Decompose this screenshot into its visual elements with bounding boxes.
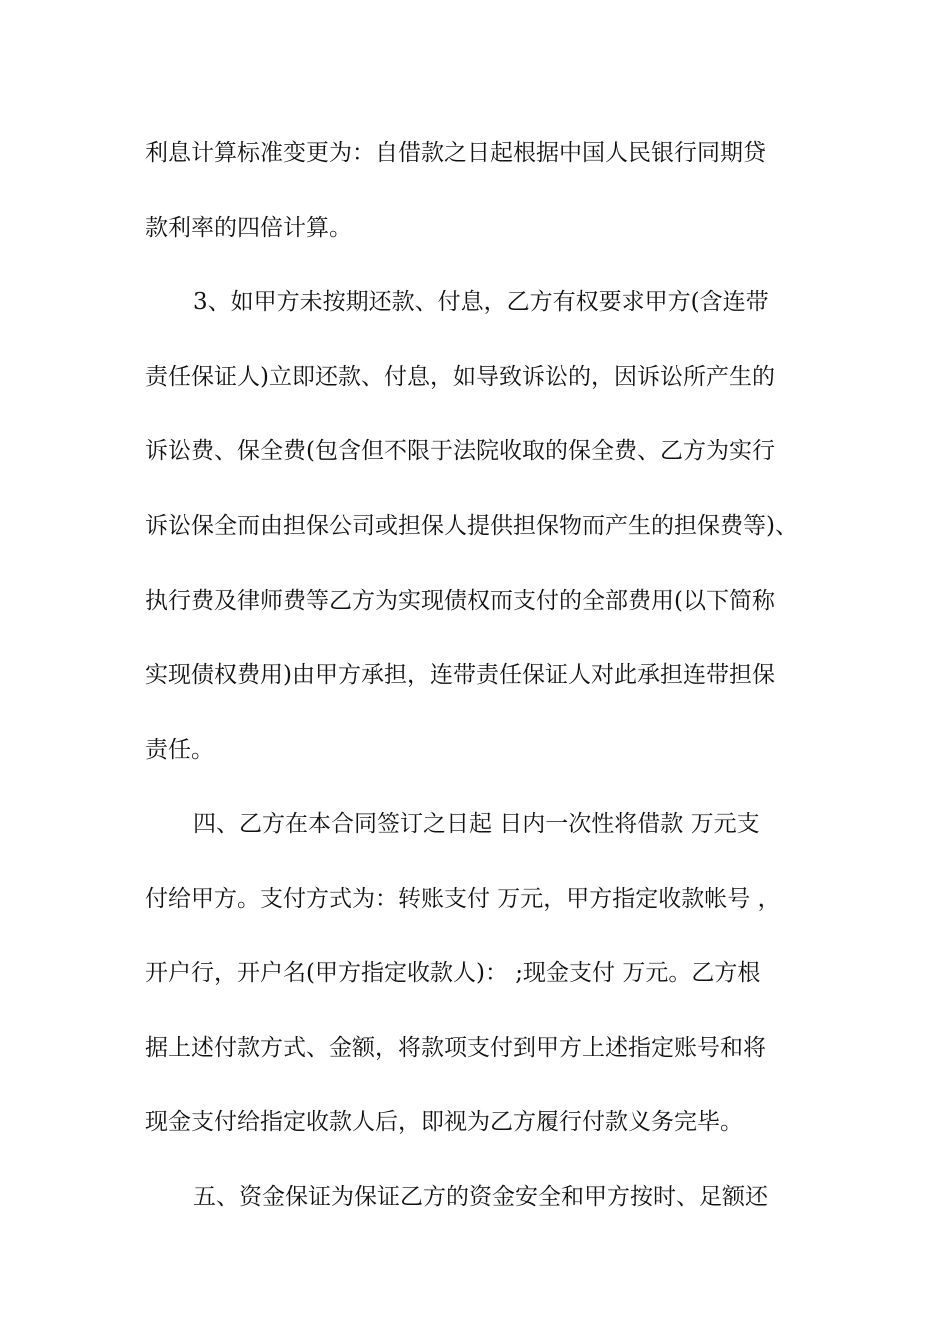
paragraph-start-line: 四、乙方在本合同签订之日起 日内一次性将借款 万元支	[193, 811, 760, 837]
text-line: 责任保证人)立即还款、付息，如导致诉讼的，因诉讼所产生的	[145, 364, 775, 390]
text-line: 执行费及律师费等乙方为实现债权而支付的全部费用(以下简称	[145, 588, 775, 614]
text-line: 款利率的四倍计算。	[145, 215, 352, 241]
paragraph-start-line: 五、资金保证为保证乙方的资金安全和甲方按时、足额还	[193, 1184, 768, 1210]
text-line: 据上述付款方式、金额，将款项支付到甲方上述指定账号和将	[145, 1035, 766, 1061]
text-line: 利息计算标准变更为：自借款之日起根据中国人民银行同期贷	[145, 140, 766, 166]
text-line: 责任。	[145, 737, 214, 763]
text-line: 现金支付给指定收款人后，即视为乙方履行付款义务完毕。	[145, 1109, 743, 1135]
text-line: 开户行，开户名(甲方指定收款人)： ;现金支付 万元。乙方根	[145, 960, 761, 986]
text-line: 实现债权费用)由甲方承担，连带责任保证人对此承担连带担保	[145, 662, 775, 688]
paragraph-start-line: 3、如甲方未按期还款、付息，乙方有权要求甲方(含连带	[193, 289, 769, 315]
text-line: 付给甲方。支付方式为：转账支付 万元，甲方指定收款帐号 ，	[145, 886, 781, 912]
text-line: 诉讼保全而由担保公司或担保人提供担保物而产生的担保费等)、	[145, 513, 798, 539]
text-line: 诉讼费、保全费(包含但不限于法院收取的保全费、乙方为实行	[145, 438, 775, 464]
